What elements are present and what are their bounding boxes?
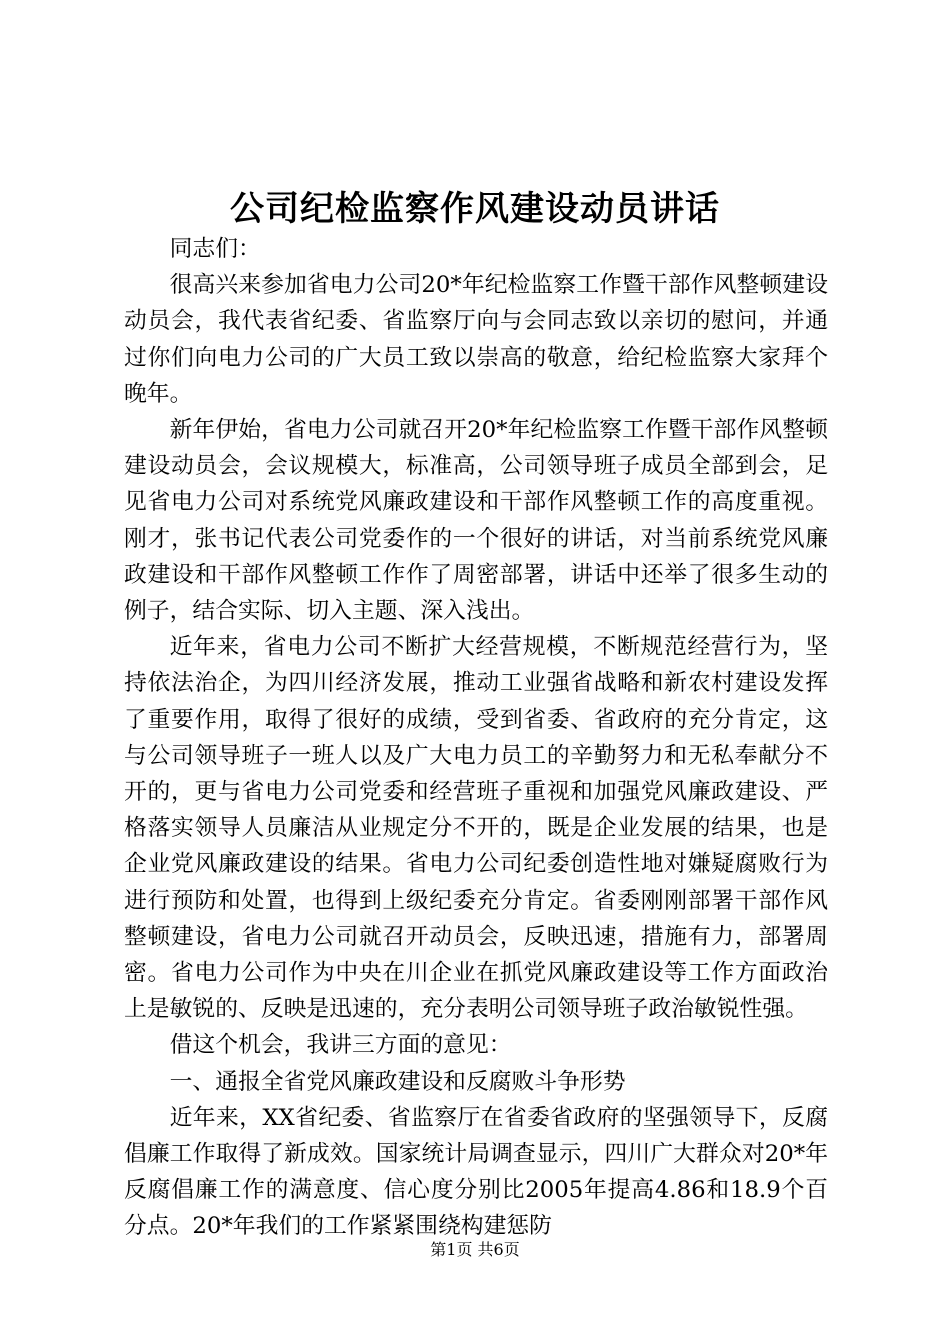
salutation: 同志们： [169,236,261,262]
section-heading: 一、通报全省党风廉政建设和反腐败斗争形势 [169,1068,626,1095]
paragraph: 新年伊始，省电力公司就召开20*年纪检监察工作暨干部作风整顿建设动员会，会议规模大，标准高，公司领导班子成员全部到会，足见省电力公司对系统党风廉政建设和干部作风整顿工作的高度重视。刚才，张书记代表公司党委作的一个很好的讲话，对当前系统党风廉政建设和干部作风整顿工作作了周密部署，讲话中还举了很多生动的例子，结合实际、切入主题、深入浅出。 [124,417,828,625]
page-footer: 第1页 共6页 [430,1240,520,1259]
document-body [124,231,828,1245]
document-title: 公司纪检监察作风建设动员讲话 [230,189,720,229]
paragraph: 近年来，XX省纪委、省监察厅在省委省政府的坚强领导下，反腐倡廉工作取得了新成效。国家统计局调查显示，四川广大群众对20*年反腐倡廉工作的满意度、信心度分别比2005年提高4.86和18.9个百分点。20*年我们的工作紧紧围绕构建惩防 [124,1104,828,1240]
paragraph: 借这个机会，我讲三方面的意见： [169,1032,512,1059]
paragraph: 很高兴来参加省电力公司20*年纪检监察工作暨干部作风整顿建设动员会，我代表省纪委、省监察厅向与会同志致以亲切的慰问，并通过你们向电力公司的广大员工致以崇高的敬意，给纪检监察大家拜个晚年。 [124,272,828,407]
paragraph: 近年来，省电力公司不断扩大经营规模，不断规范经营行为，坚持依法治企，为四川经济发展，推动工业强省战略和新农村建设发挥了重要作用，取得了很好的成绩，受到省委、省政府的充分肯定，这与公司领导班子一班人以及广大电力员工的辛勤努力和无私奉献分不开的，更与省电力公司党委和经营班子重视和加强党风廉政建设、严格落实领导人员廉洁从业规定分不开的，既是企业发展的结果，也是企业党风廉政建设的结果。省电力公司纪委创造性地对嫌疑腐败行为进行预防和处置，也得到上级纪委充分肯定。省委刚刚部署干部作风整顿建设，省电力公司就召开动员会，反映迅速，措施有力，部署周密。省电力公司作为中央在川企业在抓党风廉政建设等工作方面政治上是敏锐的、反映是迅速的，充分表明公司领导班子政治敏锐性强。 [124,634,828,1023]
